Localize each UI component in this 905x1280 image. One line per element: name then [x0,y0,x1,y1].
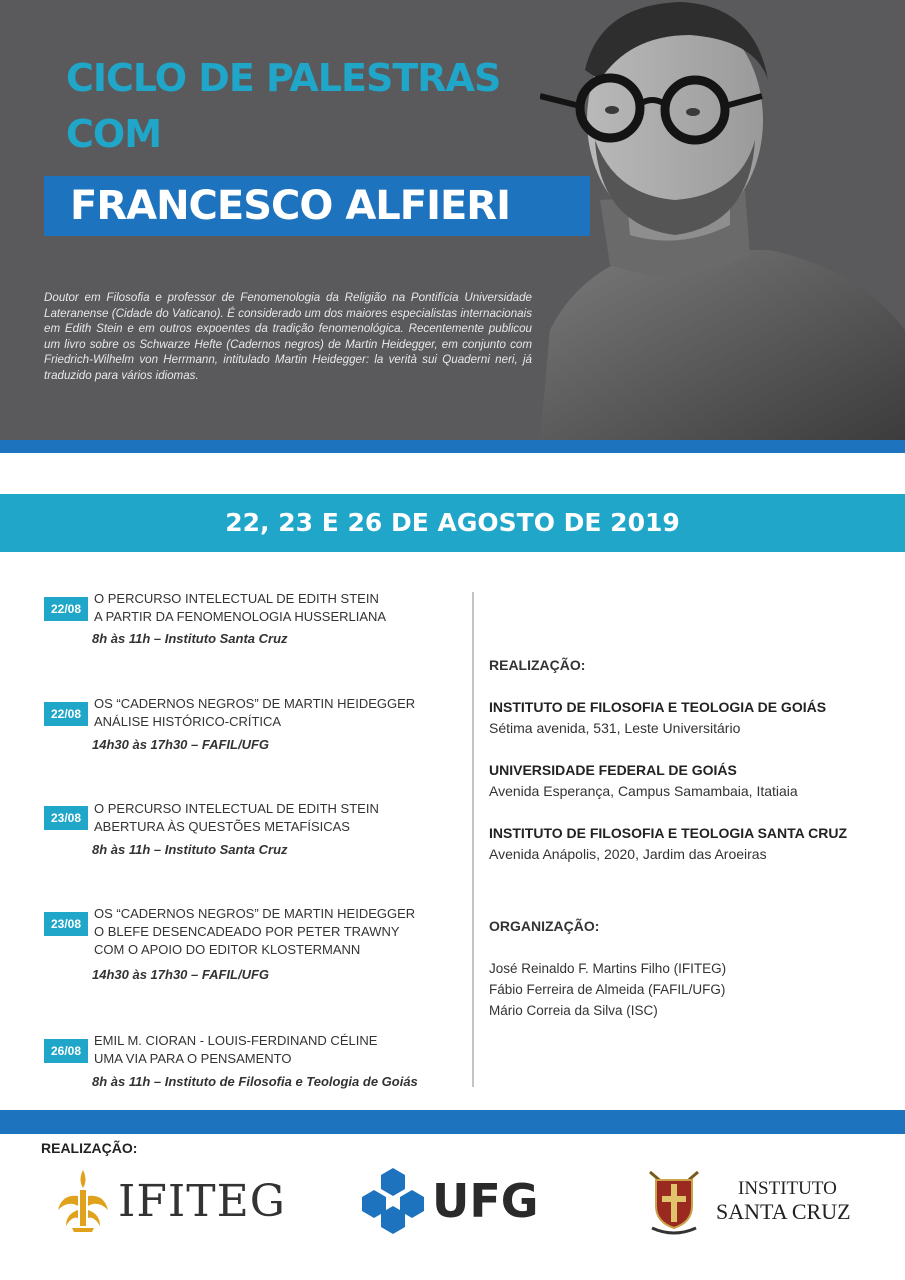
talk-title: OS “CADERNOS NEGROS” DE MARTIN HEIDEGGER [94,906,416,921]
speaker-name: FRANCESCO ALFIERI [70,183,510,229]
talk-title: ABERTURA ÀS QUESTÕES METAFÍSICAS [94,819,350,834]
organizer-name: José Reinaldo F. Martins Filho (IFITEG) [489,961,727,976]
talk-title: COM O APOIO DO EDITOR KLOSTERMANN [94,942,361,957]
talk-date-badge: 22/08 [44,702,88,726]
ufg-logo [360,1166,550,1236]
isc-logo [644,1166,874,1236]
institution-address: Avenida Anápolis, 2020, Jardim das Aroeiras [489,846,767,862]
realizacao-heading: REALIZAÇÃO: [489,657,586,673]
talk-title: O PERCURSO INTELECTUAL DE EDITH STEIN [94,801,379,816]
organizacao-heading: ORGANIZAÇÃO: [489,918,600,934]
column-divider [472,592,474,1087]
organizer-name: Mário Correia da Silva (ISC) [489,1003,658,1018]
ifiteg-emblem-icon [54,1166,112,1236]
institution-name: INSTITUTO DE FILOSOFIA E TEOLOGIA SANTA CRUZ [489,825,848,841]
footer-bar [0,1110,905,1134]
talk-title: ANÁLISE HISTÓRICO-CRÍTICA [94,714,282,729]
talk-title: EMIL M. CIORAN - LOUIS-FERDINAND CÉLINE [94,1033,378,1048]
talk-title: A PARTIR DA FENOMENOLOGIA HUSSERLIANA [94,609,387,624]
talk-time: 14h30 às 17h30 – FAFIL/UFG [92,967,270,982]
institution-address: Avenida Esperança, Campus Samambaia, Itatiaia [489,783,798,799]
talk-date-badge: 26/08 [44,1039,88,1063]
ifiteg-logo [54,1166,294,1236]
talk-time: 14h30 às 17h30 – FAFIL/UFG [92,737,270,752]
dates-banner-text: 22, 23 E 26 DE AGOSTO DE 2019 [225,508,680,537]
isc-logo-line-2: SANTA CRUZ [716,1199,851,1224]
talk-date-badge: 23/08 [44,806,88,830]
header-divider-bar [0,440,905,453]
talk-title: OS “CADERNOS NEGROS” DE MARTIN HEIDEGGER [94,696,416,711]
talk-title: O BLEFE DESENCADEADO POR PETER TRAWNY [94,924,400,939]
ifiteg-logo-text: IFITEG [118,1176,286,1227]
footer-realizacao-label: REALIZAÇÃO: [41,1140,138,1156]
talk-date-badge: 22/08 [44,597,88,621]
isc-logo-line-1: INSTITUTO [738,1178,837,1199]
institution-address: Sétima avenida, 531, Leste Universitário [489,720,741,736]
title-line-1: CICLO DE PALESTRAS [66,56,501,100]
institution-name: UNIVERSIDADE FEDERAL DE GOIÁS [489,762,737,778]
talk-time: 8h às 11h – Instituto de Filosofia e Teologia de Goiás [92,1074,418,1089]
talk-title: UMA VIA PARA O PENSAMENTO [94,1051,292,1066]
institution-name: INSTITUTO DE FILOSOFIA E TEOLOGIA DE GOIÁS [489,699,827,715]
talk-time: 8h às 11h – Instituto Santa Cruz [92,842,288,857]
header-section [0,0,905,440]
ufg-logo-text: UFG [432,1174,539,1228]
talk-time: 8h às 11h – Instituto Santa Cruz [92,631,288,646]
talk-title: O PERCURSO INTELECTUAL DE EDITH STEIN [94,591,379,606]
speaker-bio: Doutor em Filosofia e professor de Fenomenologia da Religião na Pontifícia Universidade Lateranense (Cidade do Vaticano). É considerado um dos maiores especialistas internacionais em Edith Stein e em outros expoentes da tradição fenomenológica. Recentemente publicou um livro sobre os Schwarze Hefte (Cadernos negros) de Martin Heidegger, em conjunto com Friedrich-Wilhelm von Herrmann, intitulado Martin Heidegger: la verità sui Quaderni neri, já traduzido para vários idiomas. [44,291,532,382]
organizer-name: Fábio Ferreira de Almeida (FAFIL/UFG) [489,982,726,997]
ufg-hexagons-icon [360,1166,426,1236]
isc-crest-icon [644,1166,704,1236]
speaker-portrait [540,0,905,440]
talk-date-badge: 23/08 [44,912,88,936]
title-line-2: COM [66,112,162,156]
